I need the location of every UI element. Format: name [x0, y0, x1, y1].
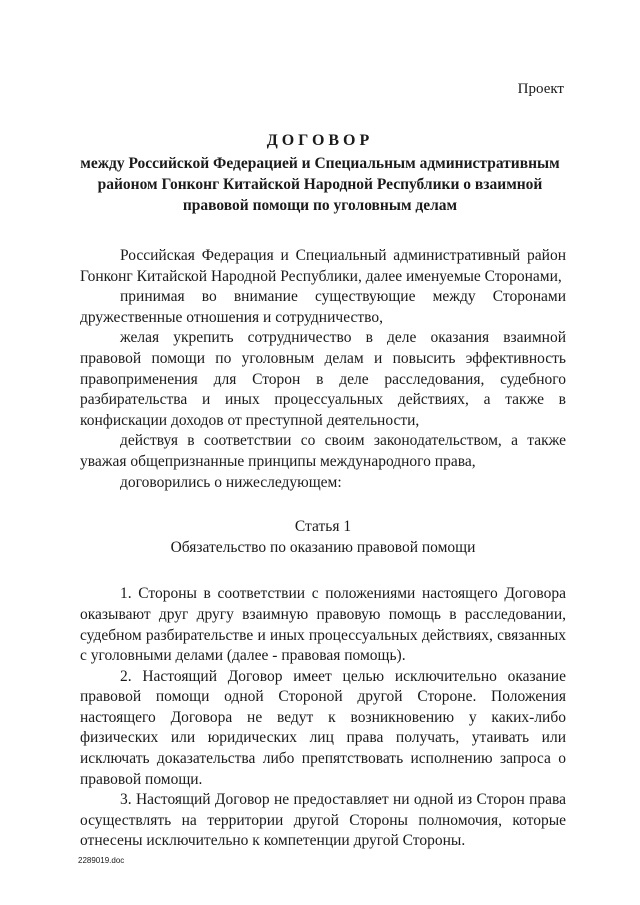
article-paragraph: 3. Настоящий Договор не предоставляет ни одной из Сторон права осуществлять на территории другой Стороны полномочия, которые отнесены исключительно к компетенции другой Стороны.	[80, 791, 566, 850]
preamble-paragraph: желая укрепить сотрудничество в деле оказания взаимной правовой помощи по уголовным делам и повысить эффективность правоприменения для Сторон в деле расследования, судебного разбирательства и иных процессуальных действиях, а также в конфискации доходов от преступной деятельности,	[80, 329, 566, 429]
draft-stamp: Проект	[517, 81, 564, 97]
document-body	[80, 246, 566, 852]
preamble-paragraph: принимая во внимание существующие между Сторонами дружественные отношения и сотрудничество,	[80, 288, 566, 326]
preamble-paragraph: договорились о нижеследующем:	[120, 473, 342, 491]
document-title: ДОГОВОР	[266, 132, 374, 149]
article-title: Обязательство по оказанию правовой помощи	[170, 538, 476, 556]
preamble-paragraph: Российская Федерация и Специальный административный район Гонконг Китайской Народной Республики, далее именуемые Сторонами,	[80, 247, 566, 285]
article-paragraph: 2. Настоящий Договор имеет целью исключительно оказание правовой помощи одной Стороной другой Стороне. Положения настоящего Договора не ведут к возникновению у каких-либо физических или юридических лиц права получать, утаивать или исключать доказательства либо препятствовать исполнению запроса о правовой помощи.	[80, 667, 566, 788]
article-paragraph: 1. Стороны в соответствии с положениями настоящего Договора оказывают друг другу взаимную правовую помощь в расследовании, судебном разбирательстве и иных процессуальных действиях, связанных с уголовными делами (далее - правовая помощь).	[80, 585, 566, 665]
file-name-footer: 2289019.doc	[78, 856, 125, 865]
document-subtitle: между Российской Федерацией и Специальным административным районом Гонконг Китайской Народной Республики о взаимной правовой помощи по уголовным делам	[80, 155, 560, 214]
preamble-paragraph: действуя в соответствии со своим законодательством, а также уважая общепризнанные принципы международного права,	[80, 432, 566, 470]
article-number: Статья 1	[294, 518, 352, 536]
